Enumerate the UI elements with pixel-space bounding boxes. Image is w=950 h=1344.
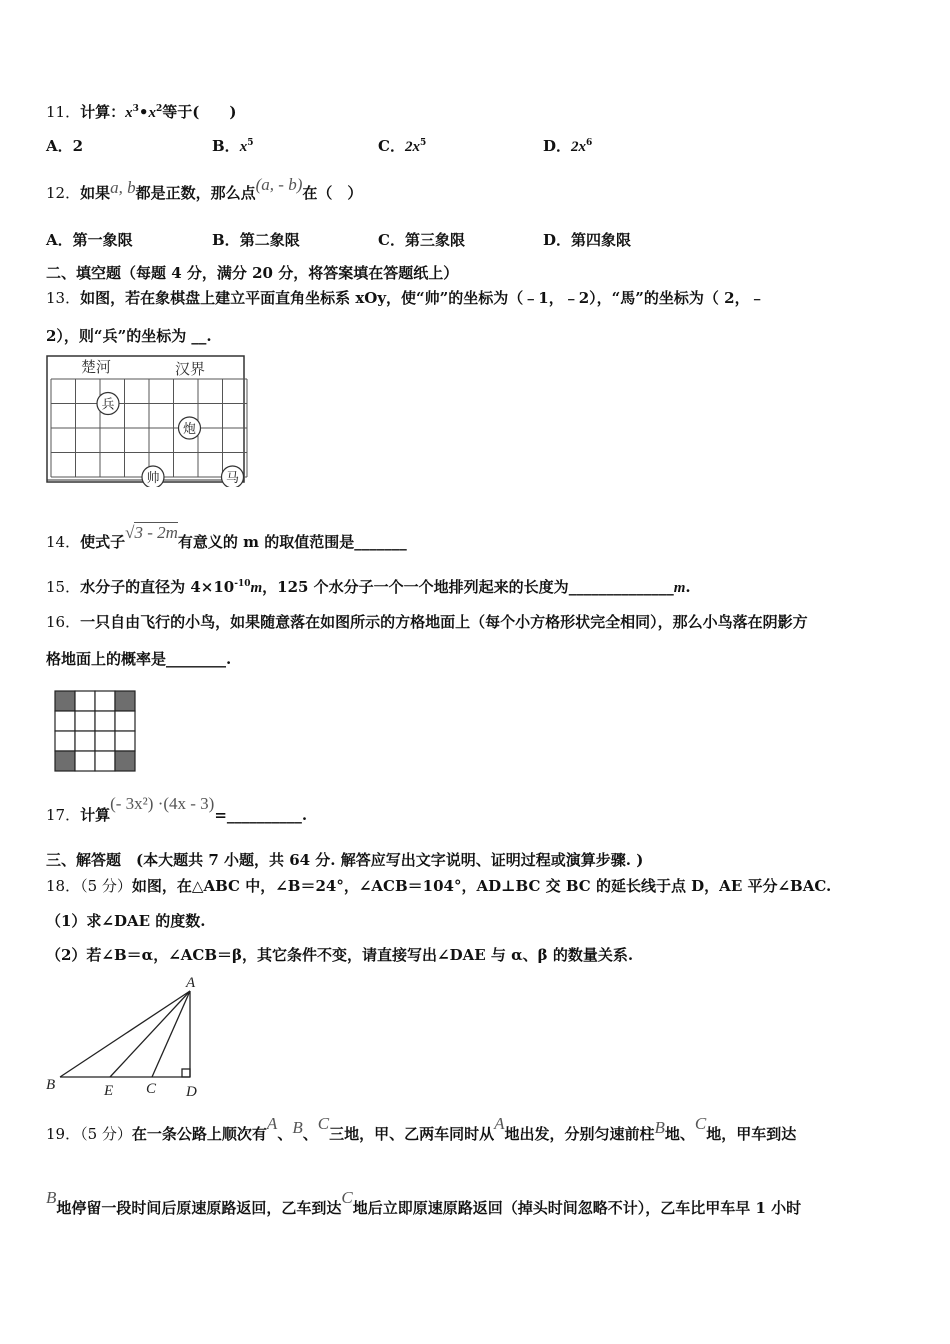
q11-option-a: A．2 [46,137,84,155]
chess-piece [142,466,164,487]
q12-option-d: D．第四象限 [543,231,632,249]
label-e: E [104,1083,114,1099]
grid-cell [75,691,95,711]
grid-cell [95,691,115,711]
chess-piece-label: 炮 [182,422,197,437]
grid-cell [55,731,75,751]
q12-option-b: B．第二象限 [212,231,300,249]
q11-option-d: D．$2x^6$ [543,137,593,155]
q17-stem: 17．计算(- 3x²) ·(4x - 3)=__________. [46,794,308,824]
chess-piece [179,417,201,439]
q12-option-a: A．第一象限 [46,231,133,249]
grid-cell [55,711,75,731]
q12-number: 12． [46,184,81,202]
grid-cell [75,711,95,731]
chess-piece-label: 兵 [101,397,115,413]
section-3-heading: 三、解答题 (本大题共 7 小题，共 64 分. 解答应写出文字说明、证明过程或演算步骤. ) [46,851,644,869]
grid-cell [95,751,115,771]
label-b: B [46,1077,56,1093]
q17-expression: (- 3x²) ·(4x - 3) [110,794,215,813]
chess-piece-label: 马 [225,471,240,486]
chess-piece [222,466,244,487]
q12-stem: 12．如果a, b都是正数，那么点(a, - b)在（ ） [46,175,363,202]
q16-line-1: 16．一只自由飞行的小鸟，如果随意落在如图所示的方格地面上（每个小方格形状完全相同），那么小鸟落在阴影方 [46,613,808,631]
q18-stem: 18．（5 分）如图，在△ABC 中，∠B＝24°，∠ACB＝104°，AD⊥BC 交 BC 的延长线于点 D，AE 平分∠BAC. [46,877,832,895]
sqrt-expression: √3 - 2m [125,523,178,542]
grid-cell [95,711,115,731]
q15-stem: 15．水分子的直径为 $4\times 10^{-10}m$，125 个水分子一个一个地排列起来的长度为______________m. [46,578,691,596]
q18-part-1: （1）求∠DAE 的度数. [46,912,206,930]
grid-cell [75,731,95,751]
shaded-cell [115,751,135,771]
label-d: D [186,1084,197,1100]
q11-stem: 11．计算：$x^3•x^2$等于( ) [46,103,237,121]
q16-line-2: 格地面上的概率是________. [46,650,232,668]
label-c: C [146,1081,157,1097]
chess-board-figure [43,352,248,487]
q19-line-2: B地停留一段时间后原速原路返回，乙车到达C地后立即原速原路返回（掉头时间忽略不计），乙车比甲车早 1 小时 [46,1188,802,1217]
triangle-figure [42,975,212,1100]
grid-cell [115,731,135,751]
probability-grid-figure [53,689,137,773]
section-2-heading: 二、填空题（每题 4 分，满分 20 分，将答案填在答题纸上） [46,264,459,282]
grid-cell [75,751,95,771]
grid-cell [115,711,135,731]
shaded-cell [55,751,75,771]
river-left-label: 楚河 [81,358,112,376]
shaded-cell [115,691,135,711]
q13-line-1: 13．如图，若在象棋盘上建立平面直角坐标系 xOy，使“帅”的坐标为（﹣1，﹣2），“馬”的坐标为（ 2，﹣ [46,289,765,307]
q13-line-2: 2），则“兵”的坐标为 __. [46,327,212,345]
q11-number: 11． [46,103,81,121]
q12-option-c: C．第三象限 [378,231,465,249]
q19-line-1: 19．（5 分）在一条公路上顺次有A、B、C三地，甲、乙两车同时从A地出发，分别匀速前柱B地、C地，甲车到达 [46,1114,797,1143]
q14-stem: 14．使式子√3 - 2m有意义的 m 的取值范围是_______ [46,523,407,551]
q11-option-c: C．$2x^5$ [378,137,427,155]
q18-part-2: （2）若∠B＝α，∠ACB＝β，其它条件不变，请直接写出∠DAE 与 α、β 的数量关系. [46,946,634,964]
shaded-cell [55,691,75,711]
q11-option-b: B．$x^5$ [212,137,254,155]
radical-sign: √ [125,523,135,542]
grid-cell [95,731,115,751]
label-a: A [186,975,196,991]
chess-piece [97,393,119,415]
chess-piece-label: 帅 [146,471,160,486]
river-right-label: 汉界 [175,360,206,378]
